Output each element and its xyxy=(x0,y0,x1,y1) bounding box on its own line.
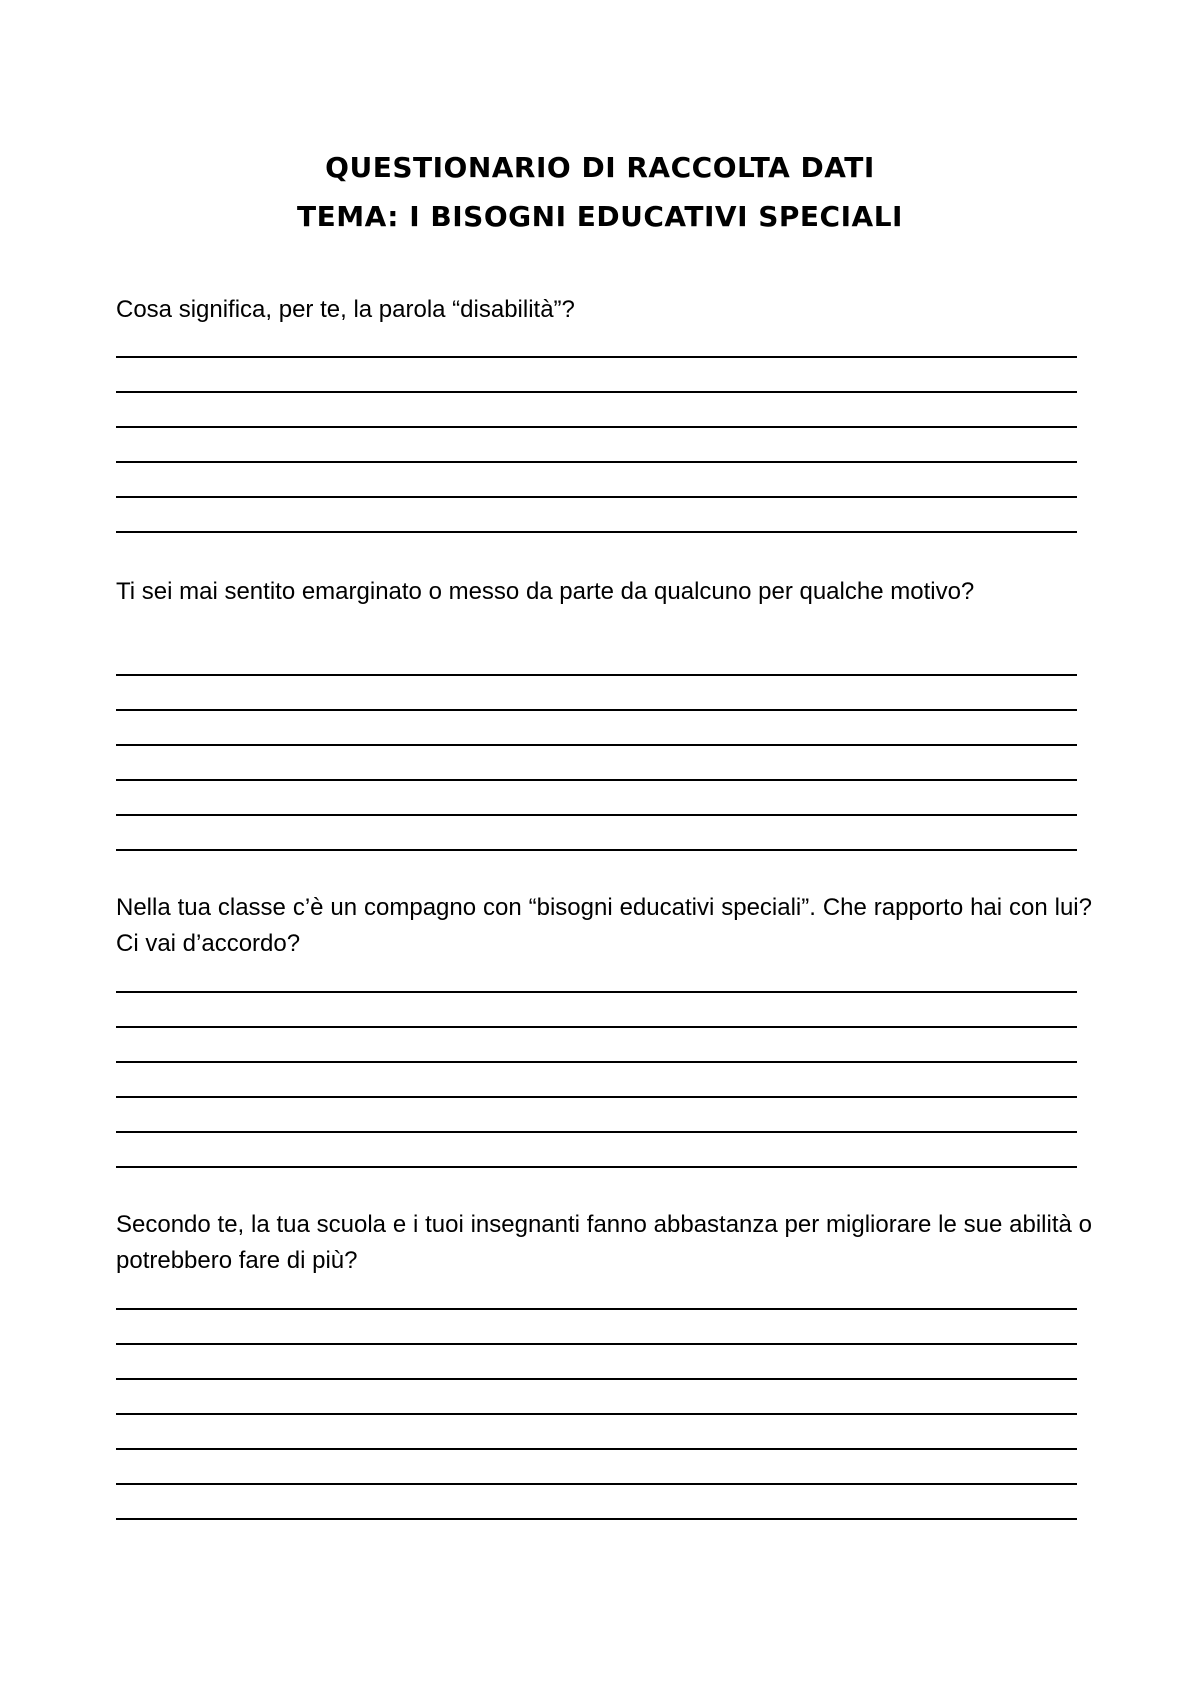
page-title: QUESTIONARIO DI RACCOLTA DATI xyxy=(325,151,875,184)
answer-line[interactable] xyxy=(116,496,1077,498)
answer-line[interactable] xyxy=(116,709,1077,711)
answer-line[interactable] xyxy=(116,744,1077,746)
answer-line[interactable] xyxy=(116,1448,1077,1450)
answer-line[interactable] xyxy=(116,1166,1077,1168)
answer-line[interactable] xyxy=(116,1096,1077,1098)
answer-line[interactable] xyxy=(116,779,1077,781)
answer-line[interactable] xyxy=(116,991,1077,993)
question-2-text: Ti sei mai sentito emarginato o messo da parte da qualcuno per qualche motivo? xyxy=(116,578,975,605)
answer-line[interactable] xyxy=(116,426,1077,428)
answer-line[interactable] xyxy=(116,1378,1077,1380)
answer-line[interactable] xyxy=(116,1483,1077,1485)
answer-line[interactable] xyxy=(116,814,1077,816)
answer-line[interactable] xyxy=(116,674,1077,676)
answer-line[interactable] xyxy=(116,849,1077,851)
answer-line[interactable] xyxy=(116,1026,1077,1028)
answer-line[interactable] xyxy=(116,1413,1077,1415)
page-subtitle: TEMA: I BISOGNI EDUCATIVI SPECIALI xyxy=(297,200,903,233)
answer-line[interactable] xyxy=(116,1308,1077,1310)
question-1-text: Cosa significa, per te, la parola “disabilità”? xyxy=(116,296,575,323)
answer-line[interactable] xyxy=(116,1061,1077,1063)
answer-line[interactable] xyxy=(116,531,1077,533)
answer-line[interactable] xyxy=(116,1518,1077,1520)
answer-line[interactable] xyxy=(116,1131,1077,1133)
answer-line[interactable] xyxy=(116,461,1077,463)
answer-line[interactable] xyxy=(116,1343,1077,1345)
answer-line[interactable] xyxy=(116,356,1077,358)
answer-line[interactable] xyxy=(116,391,1077,393)
question-4-text: Secondo te, la tua scuola e i tuoi insegnanti fanno abbastanza per migliorare le sue abilità o potrebbero fare di più? xyxy=(116,1211,1092,1274)
question-3-text: Nella tua classe c’è un compagno con “bisogni educativi speciali”. Che rapporto hai con lui? Ci vai d’accordo? xyxy=(116,894,1092,957)
